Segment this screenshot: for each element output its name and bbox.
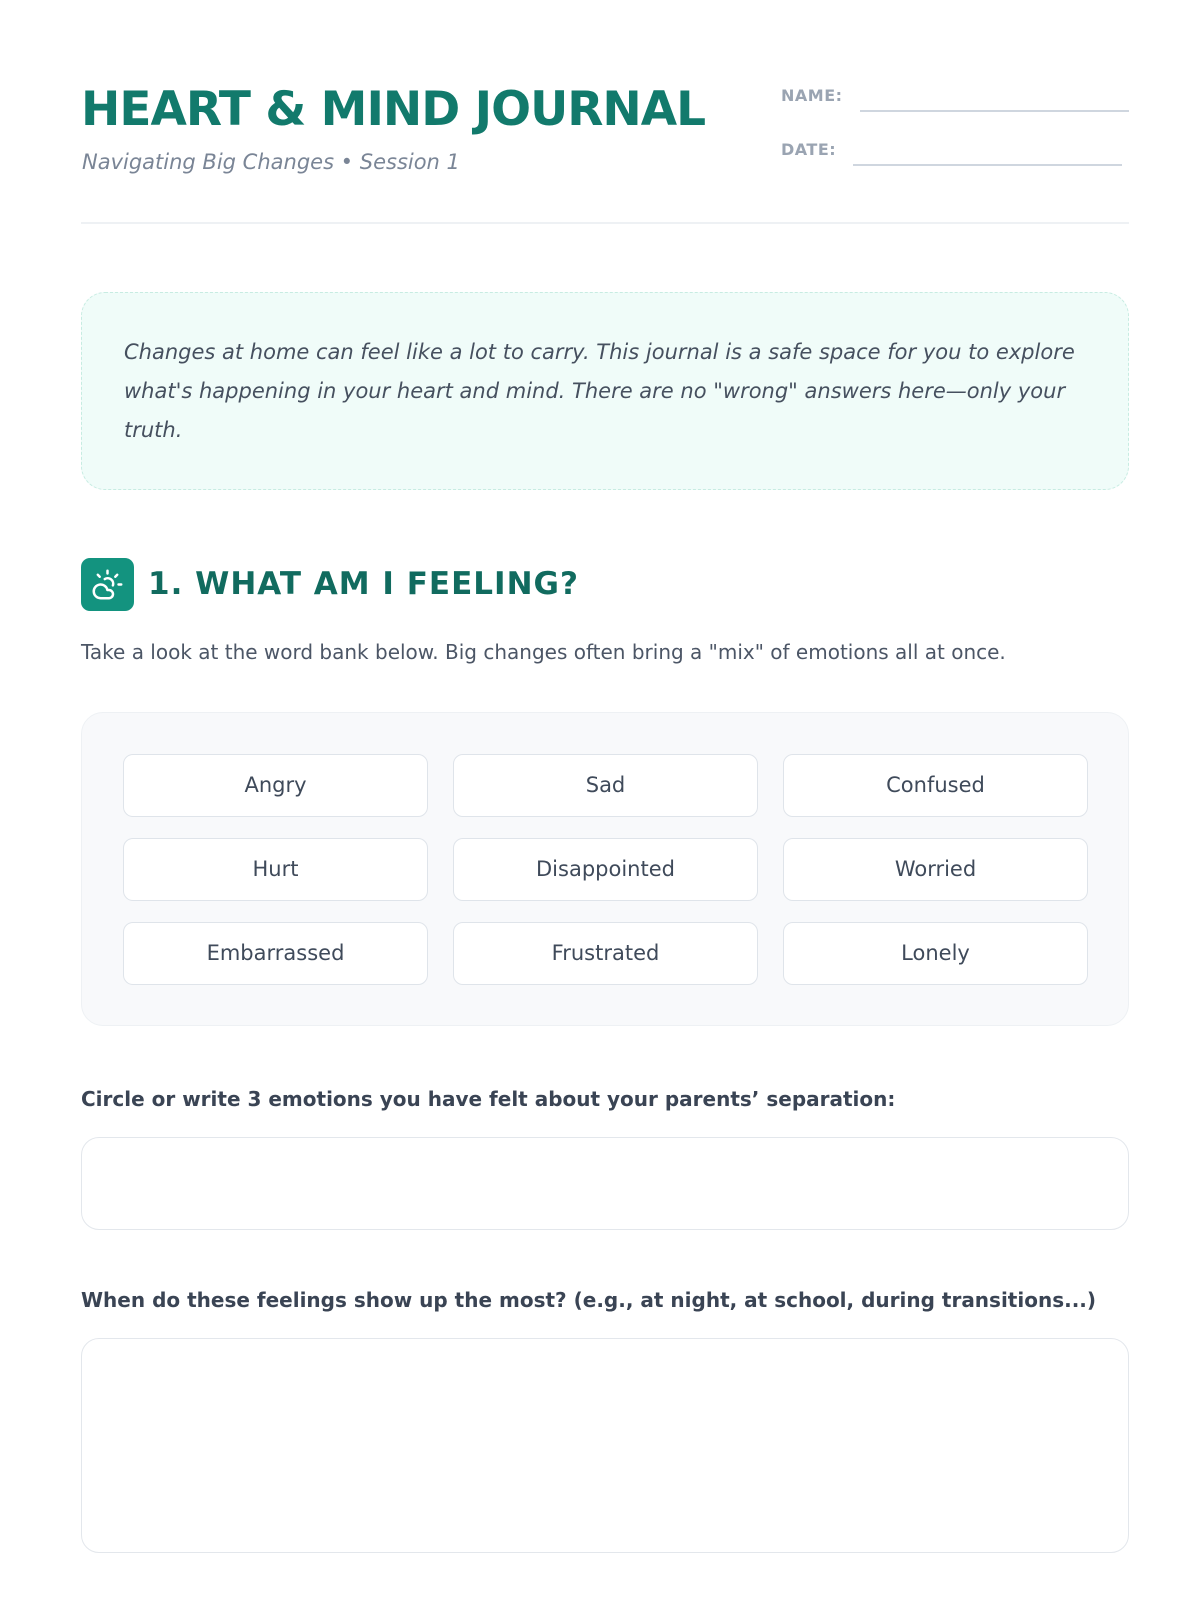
date-row — [781, 138, 1129, 168]
header — [81, 78, 1129, 224]
feelings-timing-prompt-label: When do these feelings show up the most? (e.g., at night, at school, during transitions...) — [81, 1288, 1097, 1312]
word-chip[interactable]: Embarrassed — [123, 922, 428, 985]
word-chip[interactable]: Frustrated — [453, 922, 758, 985]
emotions-prompt-label: Circle or write 3 emotions you have felt about your parents’ separation: — [81, 1087, 896, 1111]
name-line[interactable] — [860, 110, 1129, 112]
cloud-sun-icon — [81, 558, 134, 611]
feelings-timing-answer-box[interactable] — [81, 1338, 1129, 1553]
intro-box — [81, 292, 1129, 490]
journal-page — [81, 0, 1129, 1600]
emotions-answer-box[interactable] — [81, 1137, 1129, 1230]
word-chip[interactable]: Confused — [783, 754, 1088, 817]
date-line[interactable] — [853, 164, 1122, 166]
name-row — [781, 84, 1129, 114]
word-chip[interactable]: Worried — [783, 838, 1088, 901]
page-title: HEART & MIND JOURNAL — [81, 82, 706, 137]
word-chip[interactable]: Lonely — [783, 922, 1088, 985]
section-heading — [81, 558, 1129, 612]
word-chip[interactable]: Hurt — [123, 838, 428, 901]
name-label: NAME: — [781, 86, 843, 105]
page-subtitle: Navigating Big Changes • Session 1 — [82, 150, 460, 174]
word-chip[interactable]: Angry — [123, 754, 428, 817]
word-chip[interactable]: Sad — [453, 754, 758, 817]
word-chip[interactable]: Disappointed — [453, 838, 758, 901]
section-description: Take a look at the word bank below. Big changes often bring a "mix" of emotions all at once. — [81, 640, 1006, 664]
word-bank — [81, 712, 1129, 1026]
intro-text: Changes at home can feel like a lot to carry. This journal is a safe space for you to explore what's happening in your heart and mind. There are no "wrong" answers here—only your truth. — [124, 340, 1075, 442]
section-title: 1. WHAT AM I FEELING? — [148, 566, 579, 602]
date-label: DATE: — [781, 140, 837, 159]
